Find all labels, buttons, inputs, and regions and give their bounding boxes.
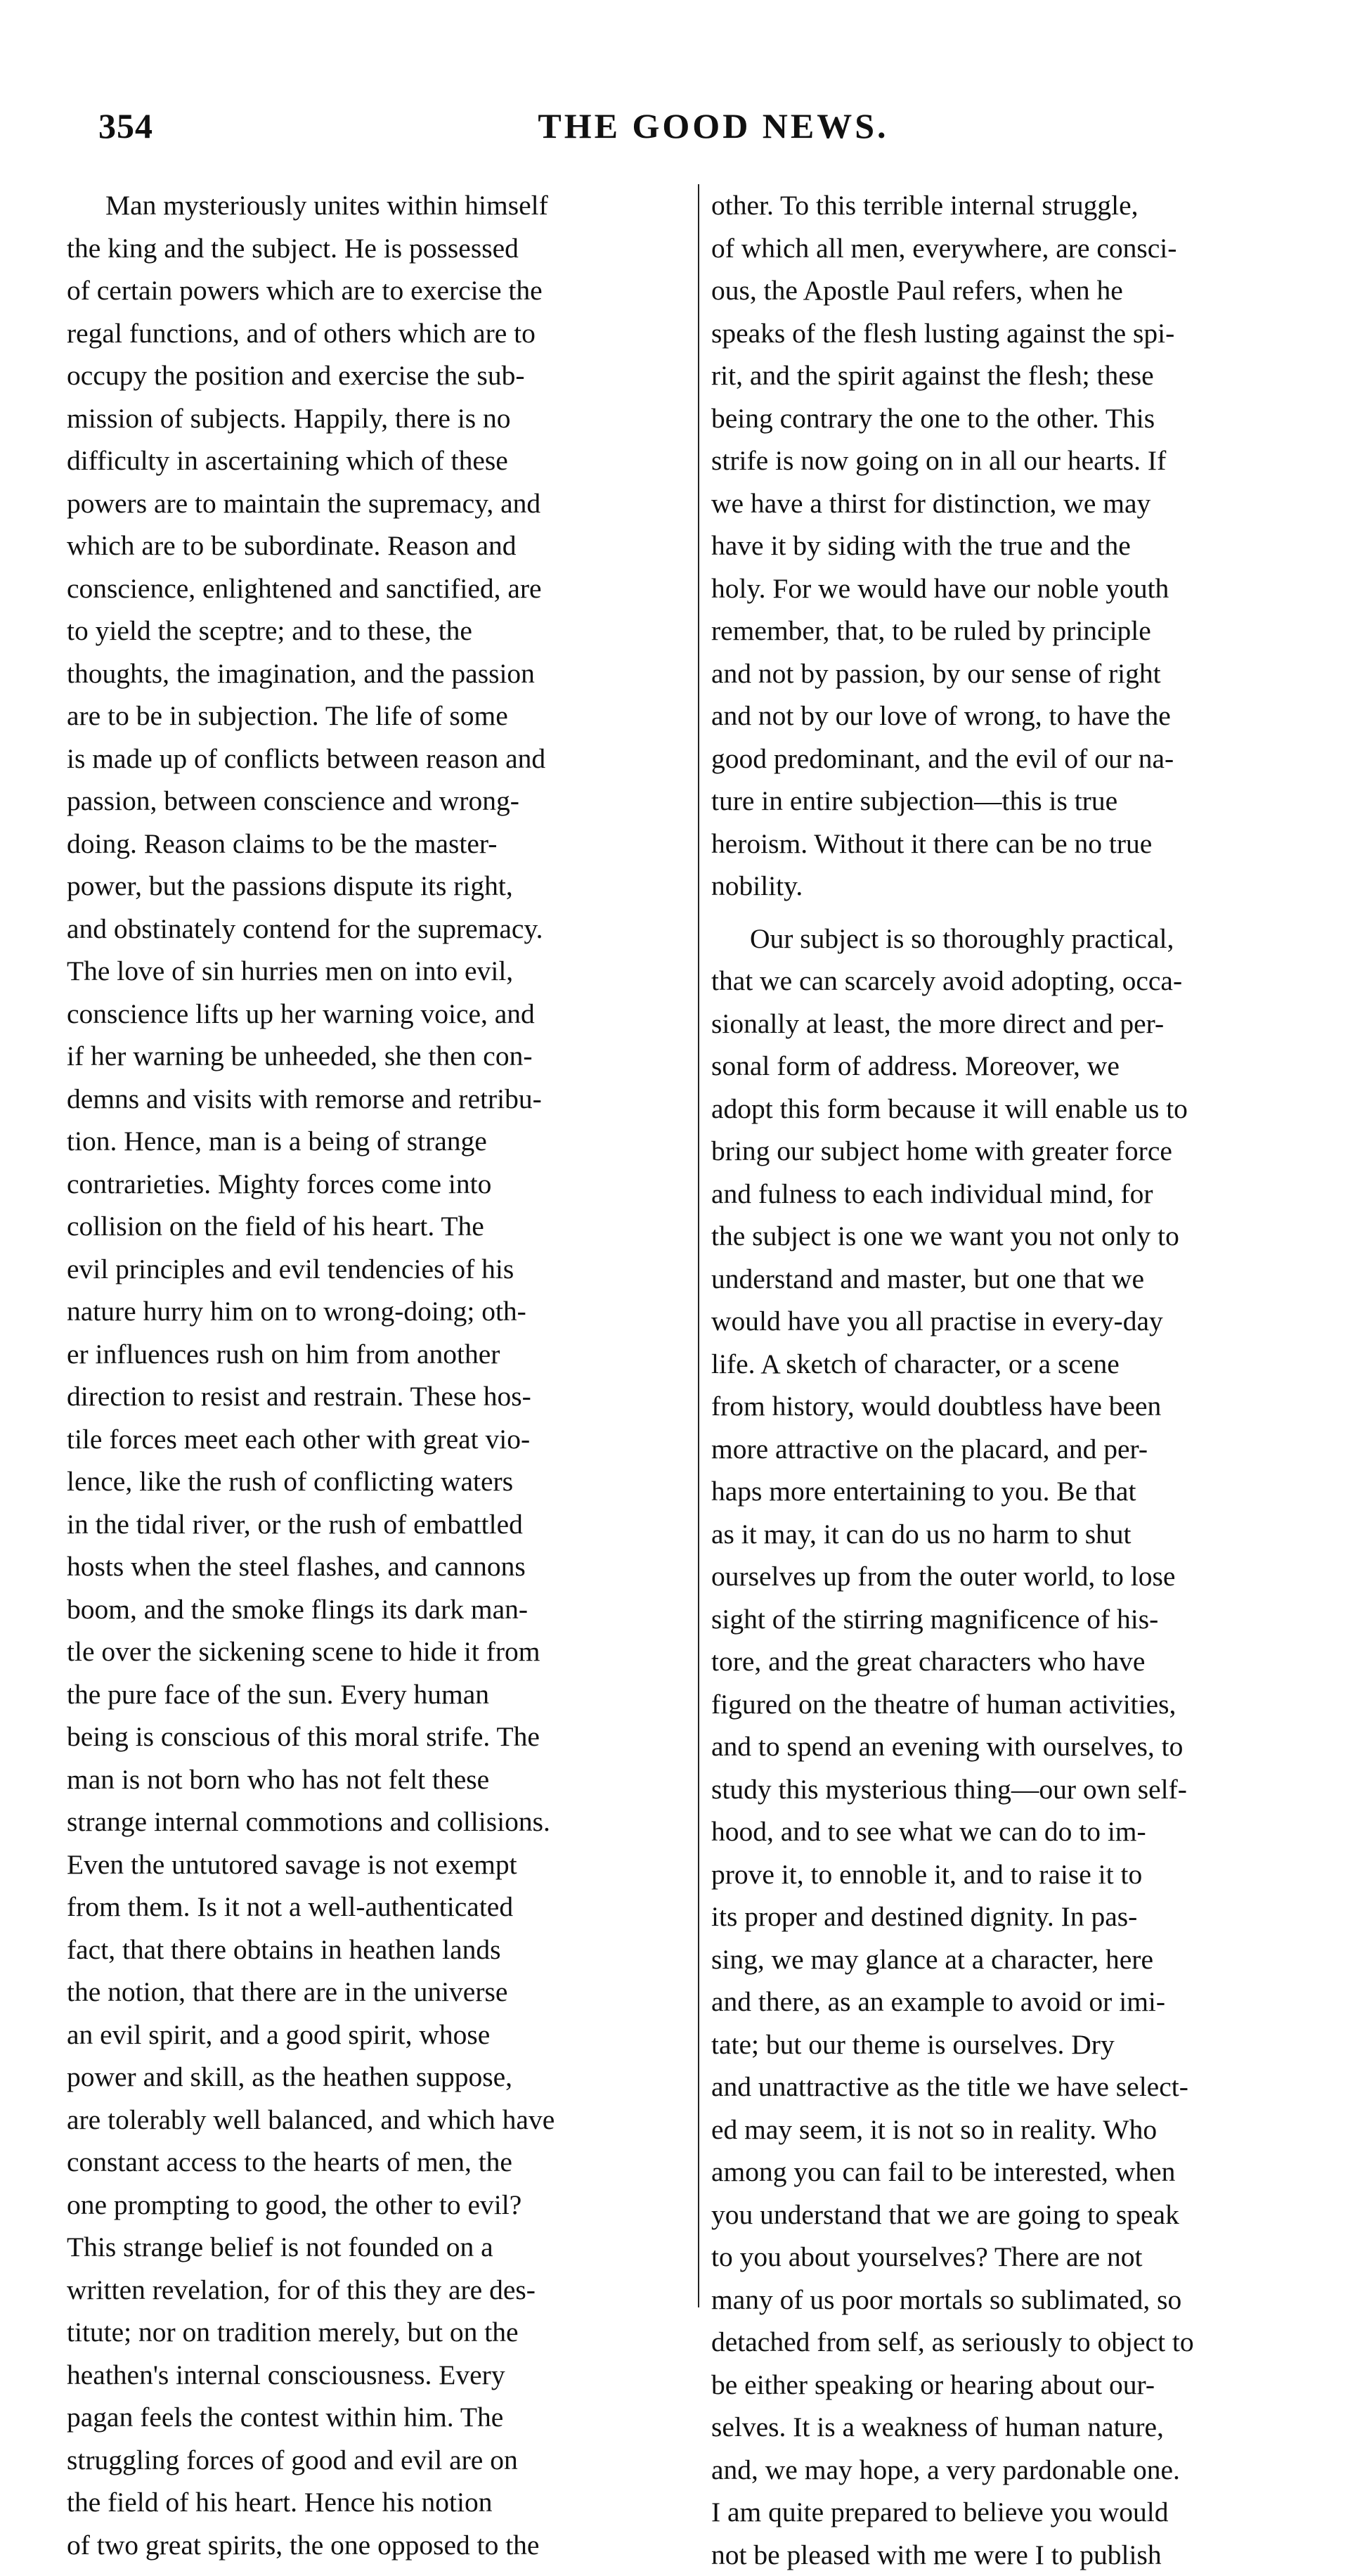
text-line: being contrary the one to the other. This (711, 397, 1319, 440)
text-line: occupy the position and exercise the sub- (67, 354, 685, 397)
text-line: and obstinately contend for the supremacy. (67, 908, 685, 951)
text-line: holy. For we would have our noble youth (711, 567, 1319, 610)
text-line: and fulness to each individual mind, for (711, 1173, 1319, 1216)
text-line: strife is now going on in all our hearts. If (711, 439, 1319, 482)
text-line: nobility. (711, 865, 1319, 908)
text-line: Even the untutored savage is not exempt (67, 1843, 685, 1886)
text-line: from them. Is it not a well-authenticated (67, 1886, 685, 1928)
text-line: difficulty in ascertaining which of these (67, 439, 685, 482)
paragraph-gap (711, 908, 1319, 917)
text-line: many of us poor mortals so sublimated, so (711, 2279, 1319, 2321)
text-line: regal functions, and of others which are to (67, 312, 685, 355)
text-line: study this mysterious thing—our own self- (711, 1768, 1319, 1811)
text-line: and to spend an evening with ourselves, to (711, 1725, 1319, 1768)
text-line: other. To this terrible internal struggle, (711, 184, 1319, 227)
text-line: the king and the subject. He is possessed (67, 227, 685, 270)
text-line: heroism. Without it there can be no true (711, 823, 1319, 865)
text-line: constant access to the hearts of men, the (67, 2141, 685, 2184)
text-line: the pure face of the sun. Every human (67, 1673, 685, 1716)
text-line: are to be in subjection. The life of some (67, 695, 685, 738)
text-line: power and skill, as the heathen suppose, (67, 2056, 685, 2099)
text-line: Man mysteriously unites within himself (67, 184, 685, 227)
text-line: and, we may hope, a very pardonable one. (711, 2449, 1319, 2492)
text-line: and unattractive as the title we have select- (711, 2066, 1319, 2108)
text-line: the notion, that there are in the universe (67, 1971, 685, 2014)
text-line: its proper and destined dignity. In pas- (711, 1895, 1319, 1938)
text-line: ed may seem, it is not so in reality. Who (711, 2108, 1319, 2151)
text-line: an evil spirit, and a good spirit, whose (67, 2014, 685, 2056)
text-line: you understand that we are going to speak (711, 2194, 1319, 2236)
page-header (98, 105, 1328, 162)
text-line: to yield the sceptre; and to these, the (67, 610, 685, 652)
text-line: ourselves up from the outer world, to lose (711, 1555, 1319, 1598)
text-line: is made up of conflicts between reason and (67, 738, 685, 780)
text-line: detached from self, as seriously to object to (711, 2321, 1319, 2364)
text-line: remember, that, to be ruled by principle (711, 610, 1319, 652)
text-line: tate; but our theme is ourselves. Dry (711, 2023, 1319, 2066)
text-line: and not by passion, by our sense of right (711, 652, 1319, 695)
running-title: THE GOOD NEWS. (98, 105, 1328, 146)
text-line: written revelation, for of this they are des- (67, 2269, 685, 2312)
text-line: heathen's internal consciousness. Every (67, 2354, 685, 2397)
left-column (67, 184, 685, 2566)
text-line: which are to be subordinate. Reason and (67, 524, 685, 567)
text-line: tile forces meet each other with great vio- (67, 1418, 685, 1461)
text-line: bring our subject home with greater force (711, 1130, 1319, 1173)
text-line: life. A sketch of character, or a scene (711, 1343, 1319, 1386)
text-line: direction to resist and restrain. These hos- (67, 1375, 685, 1418)
text-line: that we can scarcely avoid adopting, occa- (711, 960, 1319, 1003)
text-line: man is not born who has not felt these (67, 1758, 685, 1801)
text-line: the subject is one we want you not only to (711, 1215, 1319, 1258)
text-line: as it may, it can do us no harm to shut (711, 1513, 1319, 1556)
text-line: if her warning be unheeded, she then con- (67, 1035, 685, 1078)
text-line: the field of his heart. Hence his notion (67, 2481, 685, 2524)
text-line: we have a thirst for distinction, we may (711, 482, 1319, 525)
text-line: rit, and the spirit against the flesh; these (711, 354, 1319, 397)
text-line: er influences rush on him from another (67, 1333, 685, 1376)
text-line: thoughts, the imagination, and the passion (67, 652, 685, 695)
text-line: contrarieties. Mighty forces come into (67, 1163, 685, 1206)
text-line: The love of sin hurries men on into evil, (67, 950, 685, 993)
column-divider (698, 184, 699, 2307)
text-line: haps more entertaining to you. Be that (711, 1470, 1319, 1513)
text-line: powers are to maintain the supremacy, and (67, 482, 685, 525)
text-line: of which all men, everywhere, are consci- (711, 227, 1319, 270)
text-line: more attractive on the placard, and per- (711, 1428, 1319, 1471)
text-line: being is conscious of this moral strife. The (67, 1715, 685, 1758)
text-line: not be pleased with me were I to publish (711, 2534, 1319, 2576)
text-line: have it by siding with the true and the (711, 524, 1319, 567)
text-line: pagan feels the contest within him. The (67, 2396, 685, 2439)
text-line: speaks of the flesh lusting against the spi- (711, 312, 1319, 355)
text-line: evil principles and evil tendencies of his (67, 1248, 685, 1291)
right-column (711, 184, 1319, 2576)
text-line: Our subject is so thoroughly practical, (711, 917, 1319, 960)
text-line: and there, as an example to avoid or imi- (711, 1981, 1319, 2023)
text-line: boom, and the smoke flings its dark man- (67, 1588, 685, 1631)
text-line: prove it, to ennoble it, and to raise it to (711, 1853, 1319, 1896)
text-line: conscience lifts up her warning voice, and (67, 993, 685, 1036)
text-line: passion, between conscience and wrong- (67, 780, 685, 823)
text-line: tore, and the great characters who have (711, 1640, 1319, 1683)
text-line: power, but the passions dispute its right, (67, 865, 685, 908)
text-line: struggling forces of good and evil are on (67, 2439, 685, 2482)
text-line: adopt this form because it will enable us to (711, 1088, 1319, 1131)
text-line: fact, that there obtains in heathen lands (67, 1928, 685, 1971)
text-line: would have you all practise in every-day (711, 1300, 1319, 1343)
text-line: of certain powers which are to exercise the (67, 269, 685, 312)
text-line: among you can fail to be interested, when (711, 2151, 1319, 2194)
text-line: This strange belief is not founded on a (67, 2226, 685, 2269)
text-line: sionally at least, the more direct and per- (711, 1003, 1319, 1045)
text-line: mission of subjects. Happily, there is no (67, 397, 685, 440)
text-line: lence, like the rush of conflicting waters (67, 1460, 685, 1503)
text-line: be either speaking or hearing about our- (711, 2364, 1319, 2407)
text-line: selves. It is a weakness of human nature, (711, 2406, 1319, 2449)
text-line: sonal form of address. Moreover, we (711, 1045, 1319, 1088)
text-line: good predominant, and the evil of our na- (711, 738, 1319, 780)
page-number: 354 (98, 105, 153, 146)
text-line: to you about yourselves? There are not (711, 2236, 1319, 2279)
text-line: ous, the Apostle Paul refers, when he (711, 269, 1319, 312)
text-line: collision on the field of his heart. The (67, 1205, 685, 1248)
text-line: demns and visits with remorse and retribu- (67, 1078, 685, 1121)
text-line: I am quite prepared to believe you would (711, 2491, 1319, 2534)
text-line: conscience, enlightened and sanctified, are (67, 567, 685, 610)
text-line: ture in entire subjection—this is true (711, 780, 1319, 823)
text-line: figured on the theatre of human activities, (711, 1683, 1319, 1726)
text-line: doing. Reason claims to be the master- (67, 823, 685, 865)
text-line: understand and master, but one that we (711, 1258, 1319, 1301)
text-line: tle over the sickening scene to hide it from (67, 1630, 685, 1673)
text-line: of two great spirits, the one opposed to the (67, 2524, 685, 2567)
text-line: titute; nor on tradition merely, but on the (67, 2311, 685, 2354)
text-line: from history, would doubtless have been (711, 1385, 1319, 1428)
text-line: tion. Hence, man is a being of strange (67, 1120, 685, 1163)
text-line: hosts when the steel flashes, and cannons (67, 1545, 685, 1588)
text-line: sing, we may glance at a character, here (711, 1938, 1319, 1981)
text-line: are tolerably well balanced, and which have (67, 2099, 685, 2142)
text-line: and not by our love of wrong, to have the (711, 695, 1319, 738)
text-line: in the tidal river, or the rush of embattled (67, 1503, 685, 1546)
text-line: one prompting to good, the other to evil? (67, 2184, 685, 2227)
text-line: nature hurry him on to wrong-doing; oth- (67, 1290, 685, 1333)
text-line: strange internal commotions and collisions. (67, 1801, 685, 1843)
text-line: sight of the stirring magnificence of his- (711, 1598, 1319, 1641)
text-line: hood, and to see what we can do to im- (711, 1810, 1319, 1853)
